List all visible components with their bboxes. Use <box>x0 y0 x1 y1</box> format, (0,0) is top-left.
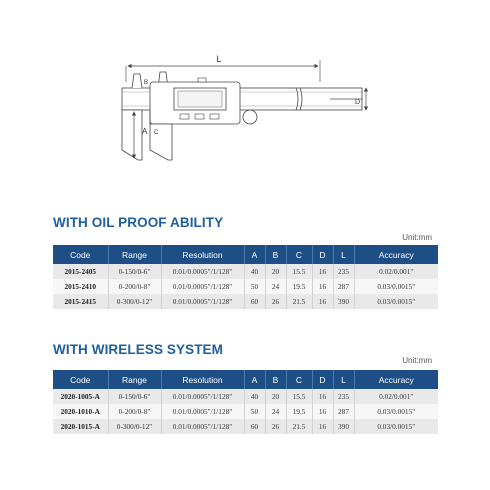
table-cell: 40 <box>244 264 265 279</box>
table-cell: 26 <box>265 294 286 309</box>
table-cell: 2020-1015-A <box>53 419 108 434</box>
column-header: Range <box>108 245 161 264</box>
jaw-label: A <box>142 127 148 136</box>
column-header: A <box>244 370 265 389</box>
table-cell: 0-150/0-6" <box>108 389 161 404</box>
section-title-wireless: WITH WIRELESS SYSTEM <box>53 342 224 357</box>
table-cell: 2015-2415 <box>53 294 108 309</box>
table-cell: 390 <box>333 294 354 309</box>
table-cell: 21.5 <box>286 419 312 434</box>
caliper-diagram <box>0 0 490 205</box>
thumb-wheel <box>243 110 257 124</box>
column-header: D <box>312 245 333 264</box>
table-cell: 0.03/0.0015" <box>354 279 438 294</box>
table-cell: 0.03/0.0015" <box>354 404 438 419</box>
table-cell: 20 <box>265 264 286 279</box>
table-cell: 287 <box>333 279 354 294</box>
column-header: Code <box>53 370 108 389</box>
table-cell: 0-200/0-8" <box>108 404 161 419</box>
svg-text:C: C <box>154 130 159 136</box>
table-cell: 16 <box>312 389 333 404</box>
table-cell: 50 <box>244 279 265 294</box>
table-cell: 0.02/0.001" <box>354 389 438 404</box>
column-header: L <box>333 245 354 264</box>
spec-table-wireless <box>53 370 438 434</box>
table-cell: 235 <box>333 389 354 404</box>
table-row <box>53 404 438 419</box>
table-cell: 16 <box>312 404 333 419</box>
length-label: L <box>216 54 222 64</box>
table-header-row <box>53 245 438 264</box>
column-header: Resolution <box>161 245 244 264</box>
table-cell: 0.01/0.0005"/1/128" <box>161 389 244 404</box>
table-cell: 15.5 <box>286 389 312 404</box>
column-header: L <box>333 370 354 389</box>
spec-table-oil-proof <box>53 245 438 309</box>
table-cell: 2015-2405 <box>53 264 108 279</box>
column-header: Code <box>53 245 108 264</box>
section-title-oil-proof: WITH OIL PROOF ABILITY <box>53 215 224 230</box>
svg-text:B: B <box>144 80 149 86</box>
table-cell: 60 <box>244 294 265 309</box>
table-cell: 0.01/0.0005"/1/128" <box>161 279 244 294</box>
table-cell: 16 <box>312 279 333 294</box>
table-cell: 16 <box>312 264 333 279</box>
table-cell: 15.5 <box>286 264 312 279</box>
table-cell: 2020-1005-A <box>53 389 108 404</box>
table-row <box>53 389 438 404</box>
table-row <box>53 294 438 309</box>
table-cell: 287 <box>333 404 354 419</box>
table-cell: 0.01/0.0005"/1/128" <box>161 264 244 279</box>
table-row <box>53 279 438 294</box>
table-header-row <box>53 370 438 389</box>
table-cell: 16 <box>312 419 333 434</box>
column-header: D <box>312 370 333 389</box>
column-header: B <box>265 370 286 389</box>
table-cell: 16 <box>312 294 333 309</box>
column-header: A <box>244 245 265 264</box>
table-row <box>53 264 438 279</box>
table-cell: 24 <box>265 279 286 294</box>
column-header: Resolution <box>161 370 244 389</box>
unit-label: Unit:mm <box>402 356 432 365</box>
table-cell: 40 <box>244 389 265 404</box>
column-header: Accuracy <box>354 370 438 389</box>
table-cell: 26 <box>265 419 286 434</box>
table-row <box>53 419 438 434</box>
table-cell: 20 <box>265 389 286 404</box>
table-cell: 2020-1010-A <box>53 404 108 419</box>
table-cell: 21.5 <box>286 294 312 309</box>
table-cell: 0.01/0.0005"/1/128" <box>161 419 244 434</box>
table-cell: 0.02/0.001" <box>354 264 438 279</box>
column-header: C <box>286 245 312 264</box>
column-header: C <box>286 370 312 389</box>
table-cell: 0-300/0-12" <box>108 294 161 309</box>
table-cell: 19.5 <box>286 279 312 294</box>
table-cell: 2015-2410 <box>53 279 108 294</box>
table-cell: 19.5 <box>286 404 312 419</box>
column-header: Accuracy <box>354 245 438 264</box>
table-cell: 0.01/0.0005"/1/128" <box>161 404 244 419</box>
table-cell: 235 <box>333 264 354 279</box>
table-cell: 24 <box>265 404 286 419</box>
table-cell: 390 <box>333 419 354 434</box>
table-cell: 0.03/0.0015" <box>354 419 438 434</box>
column-header: B <box>265 245 286 264</box>
table-cell: 0.03/0.0015" <box>354 294 438 309</box>
table-cell: 0.01/0.0005"/1/128" <box>161 294 244 309</box>
depth-label: D <box>355 99 361 106</box>
unit-label: Unit:mm <box>402 233 432 242</box>
table-cell: 50 <box>244 404 265 419</box>
table-cell: 0-200/0-8" <box>108 279 161 294</box>
table-cell: 60 <box>244 419 265 434</box>
column-header: Range <box>108 370 161 389</box>
table-cell: 0-300/0-12" <box>108 419 161 434</box>
table-cell: 0-150/0-6" <box>108 264 161 279</box>
